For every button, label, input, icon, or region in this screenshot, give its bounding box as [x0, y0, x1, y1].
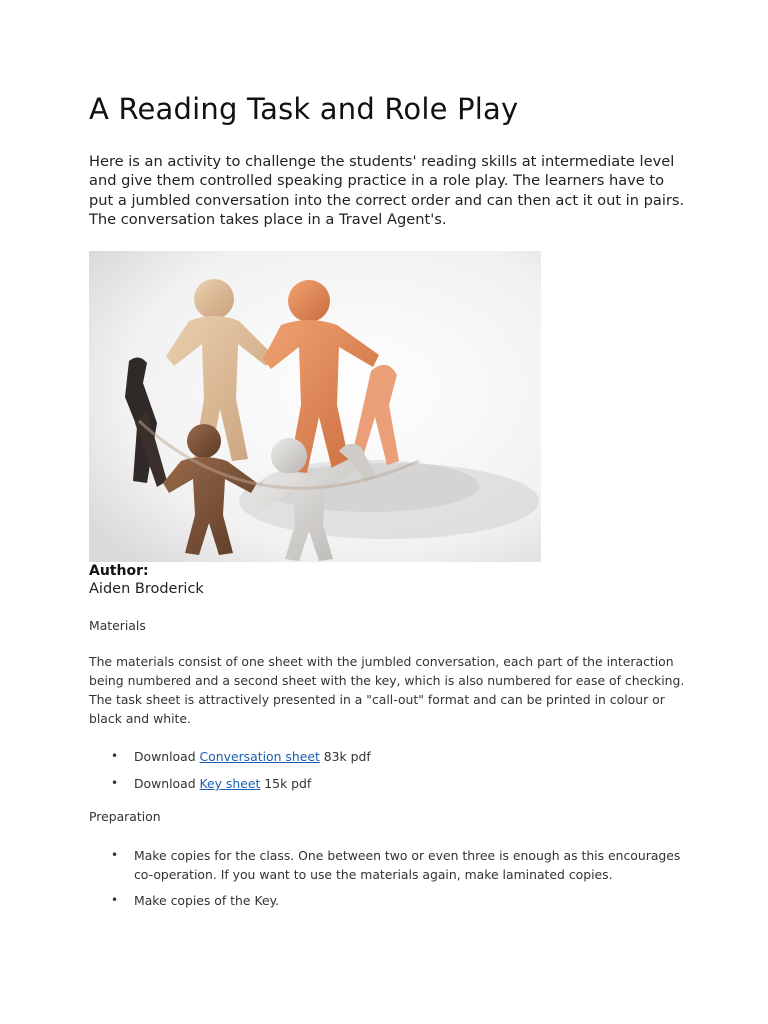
- preparation-heading: Preparation: [89, 809, 161, 824]
- download-size: 83k pdf: [319, 749, 371, 764]
- preparation-item-text: Make copies of the Key.: [134, 893, 280, 908]
- downloads-list: [89, 747, 689, 793]
- preparation-list: [89, 846, 689, 910]
- hero-image: [89, 251, 541, 562]
- preparation-item-text: Make copies for the class. One between two or even three is enough as this encourages co-operation. If you want to use the materials again, make laminated copies.: [134, 848, 681, 882]
- bullet-icon: •: [111, 848, 119, 862]
- list-item: [89, 774, 689, 793]
- bullet-icon: •: [111, 749, 119, 763]
- paper-people-circle-illustration: [89, 251, 541, 562]
- list-item: [89, 747, 689, 766]
- conversation-sheet-link[interactable]: Conversation sheet: [199, 749, 320, 764]
- download-prefix: Download: [134, 749, 200, 764]
- author-label: Author:: [89, 563, 149, 579]
- list-item: [89, 891, 689, 910]
- page-title: A Reading Task and Role Play: [89, 92, 519, 126]
- download-prefix: Download: [134, 776, 200, 791]
- author-name: Aiden Broderick: [89, 581, 204, 597]
- download-size: 15k pdf: [260, 776, 312, 791]
- intro-paragraph: Here is an activity to challenge the students' reading skills at intermediate level and give them controlled speaking practice in a role play. The learners have to put a jumbled conversation into the correct order and can then act it out in pairs. The conversation takes place in a Travel Agent's.: [89, 153, 685, 229]
- bullet-icon: •: [111, 776, 119, 790]
- materials-paragraph: The materials consist of one sheet with the jumbled conversation, each part of the interaction being numbered and a second sheet with the key, which is also numbered for ease of checking. The task sheet is attractively presented in a "call-out" format and can be printed in colour or black and white.: [89, 654, 685, 726]
- materials-heading: Materials: [89, 618, 146, 633]
- key-sheet-link[interactable]: Key sheet: [199, 776, 261, 791]
- list-item: [89, 846, 689, 884]
- bullet-icon: •: [111, 893, 119, 907]
